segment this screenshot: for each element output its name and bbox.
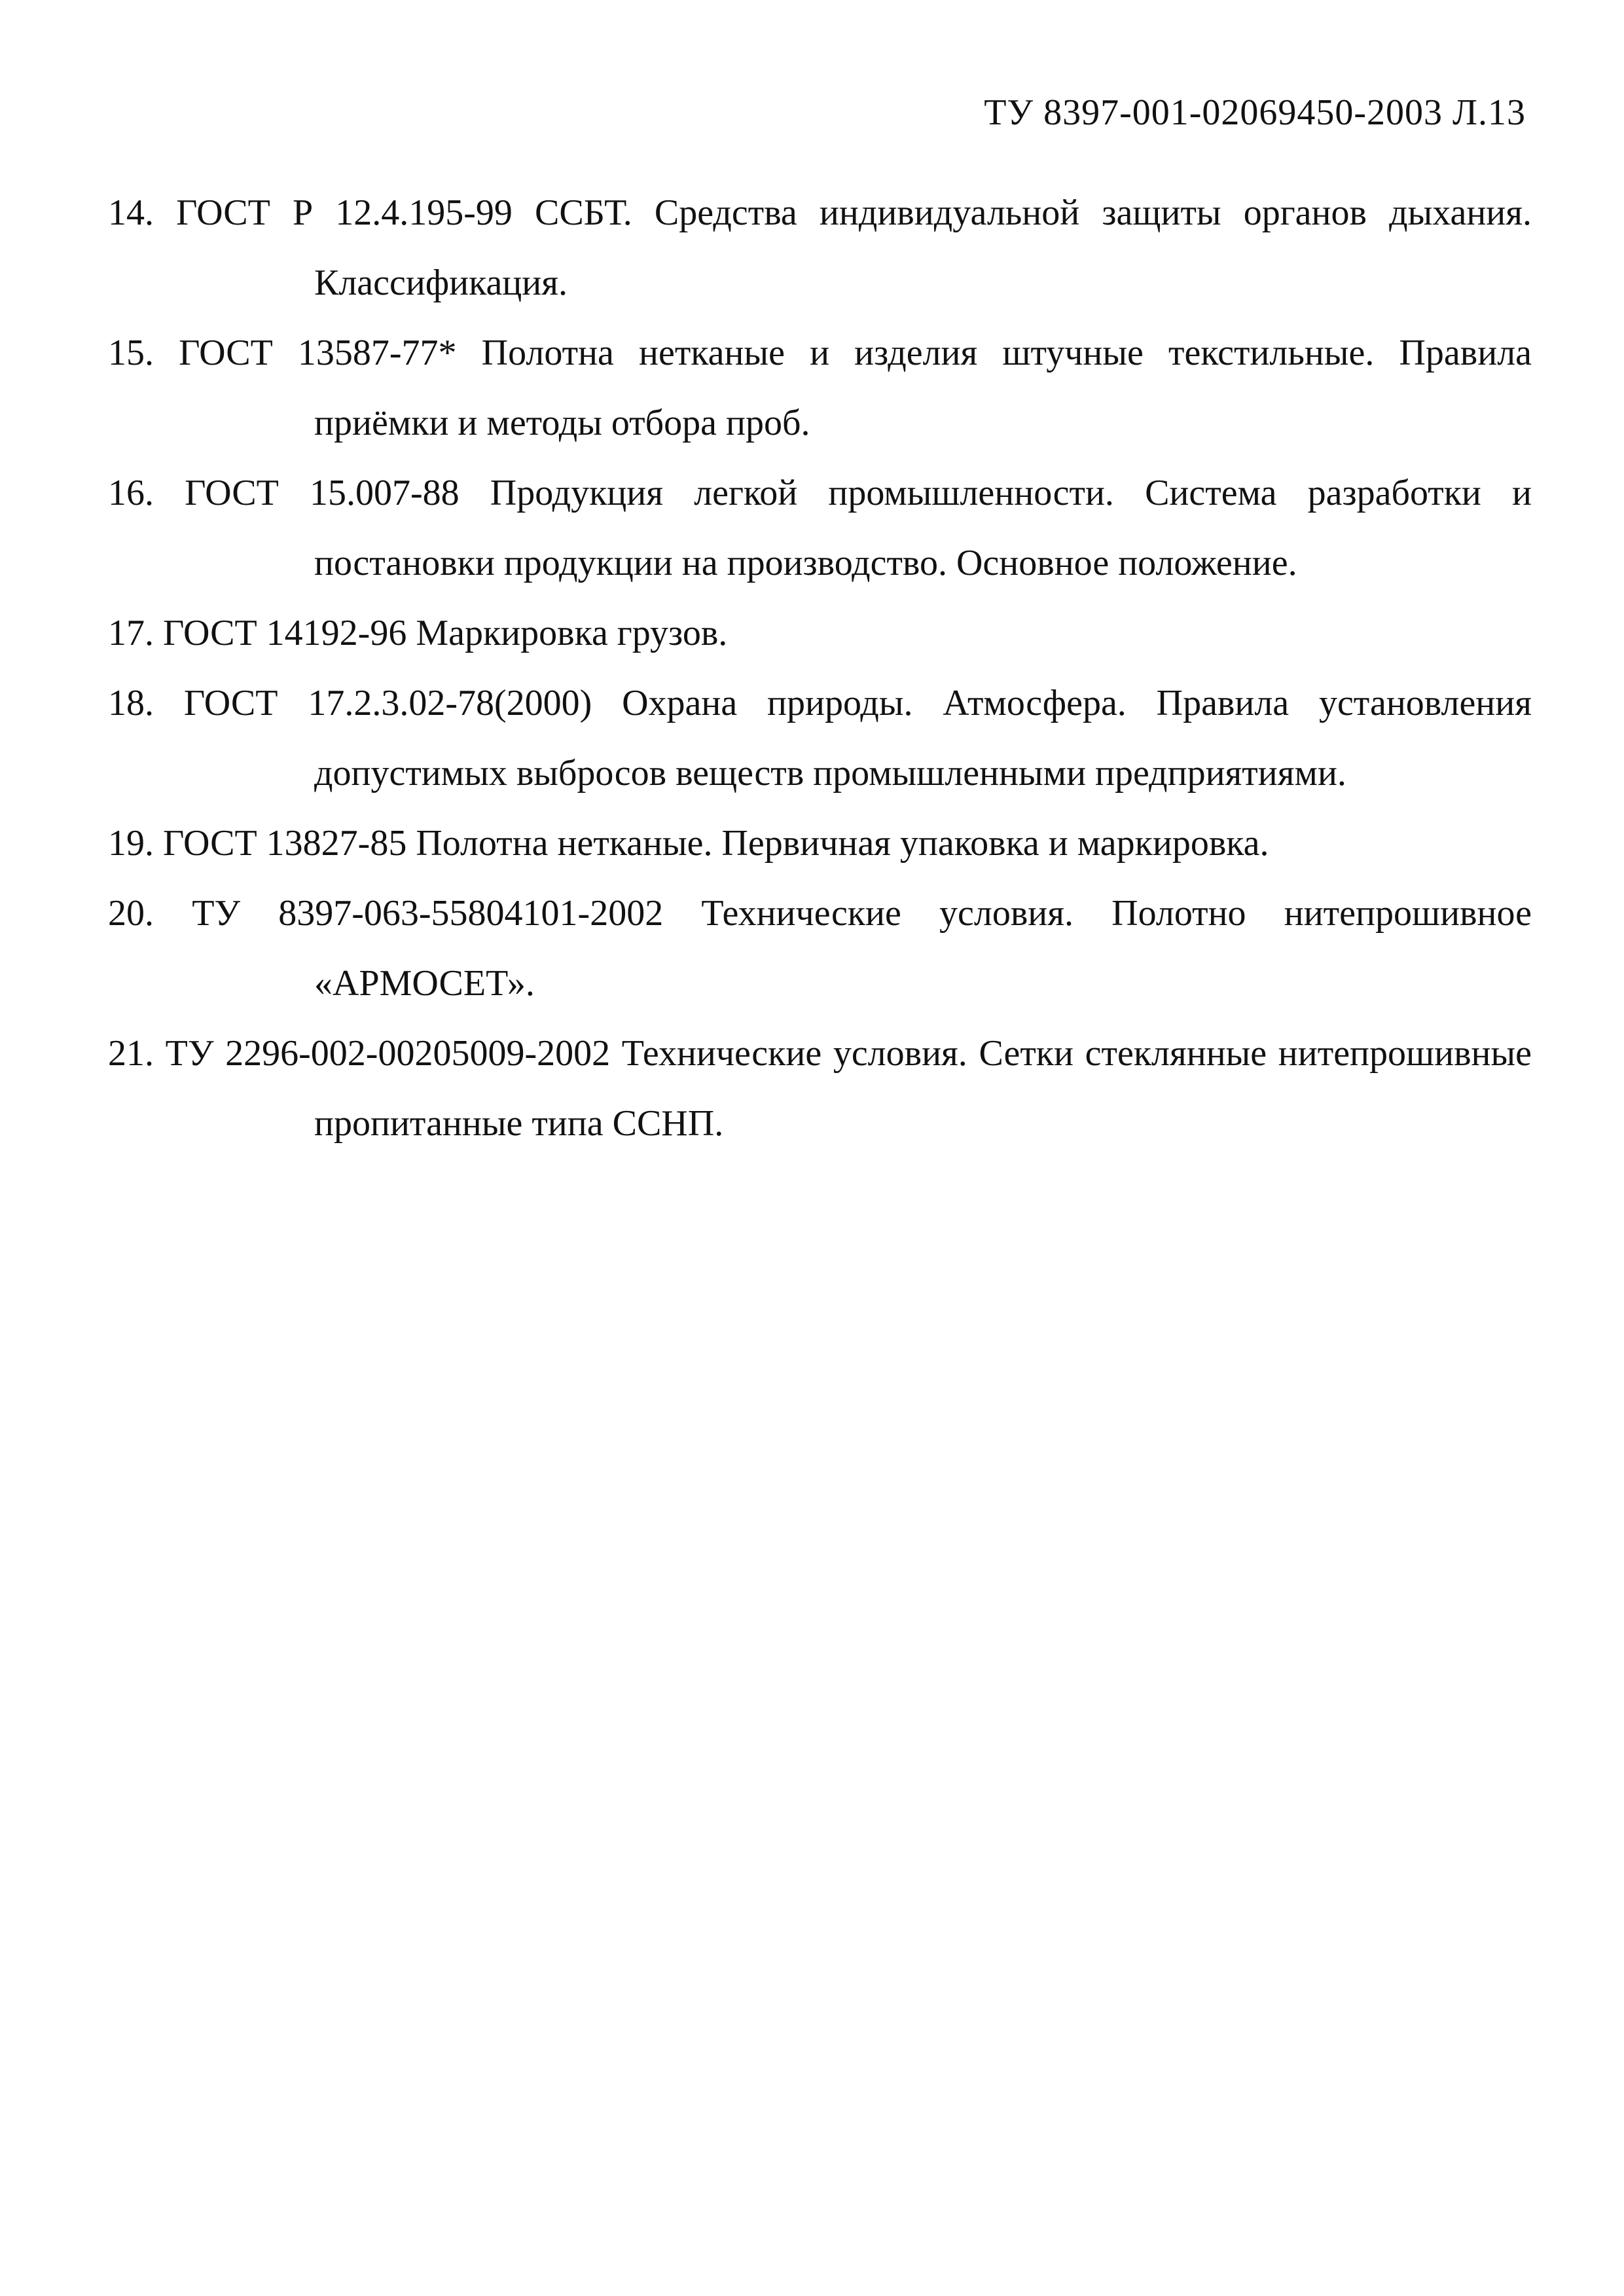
reference-number: 19. — [108, 823, 154, 864]
reference-item — [108, 1019, 1532, 1159]
reference-item — [108, 178, 1532, 318]
reference-item — [108, 879, 1532, 1019]
reference-text: ГОСТ Р 12.4.195-99 ССБТ. Средства индивидуальной защиты органов дыхания. Классификация. — [176, 192, 1532, 303]
reference-number: 17. — [108, 613, 154, 653]
reference-number: 21. — [108, 1033, 154, 1074]
reference-item — [108, 668, 1532, 809]
reference-text: ГОСТ 14192-96 Маркировка грузов. — [163, 613, 728, 653]
reference-number: 14. — [108, 192, 154, 233]
references-list — [108, 178, 1532, 1159]
reference-item — [108, 318, 1532, 458]
reference-text: ГОСТ 13827-85 Полотна нетканые. Первичная упаковка и маркировка. — [163, 823, 1269, 864]
reference-item — [108, 598, 1532, 668]
reference-text: ГОСТ 17.2.3.02-78(2000) Охрана природы. Атмосфера. Правила установления допустимых выбросов веществ промышленными предприятиями. — [183, 683, 1532, 793]
reference-item — [108, 809, 1532, 879]
reference-text: ТУ 8397-063-55804101-2002 Технические условия. Полотно нитепрошивное «АРМОСЕТ». — [192, 893, 1532, 1004]
reference-number: 15. — [108, 333, 154, 373]
reference-number: 16. — [108, 473, 154, 513]
reference-text: ТУ 2296-002-00205009-2002 Технические условия. Сетки стеклянные нитепрошивные пропитанные типа ССНП. — [165, 1033, 1532, 1144]
reference-number: 18. — [108, 683, 154, 723]
reference-item — [108, 458, 1532, 598]
reference-text: ГОСТ 13587-77* Полотна нетканые и изделия штучные текстильные. Правила приёмки и методы отбора проб. — [179, 333, 1532, 443]
reference-text: ГОСТ 15.007-88 Продукция легкой промышленности. Система разработки и постановки продукции на производство. Основное положение. — [185, 473, 1532, 583]
reference-number: 20. — [108, 893, 154, 934]
document-code-header: ТУ 8397-001-02069450-2003 Л.13 — [984, 92, 1526, 133]
